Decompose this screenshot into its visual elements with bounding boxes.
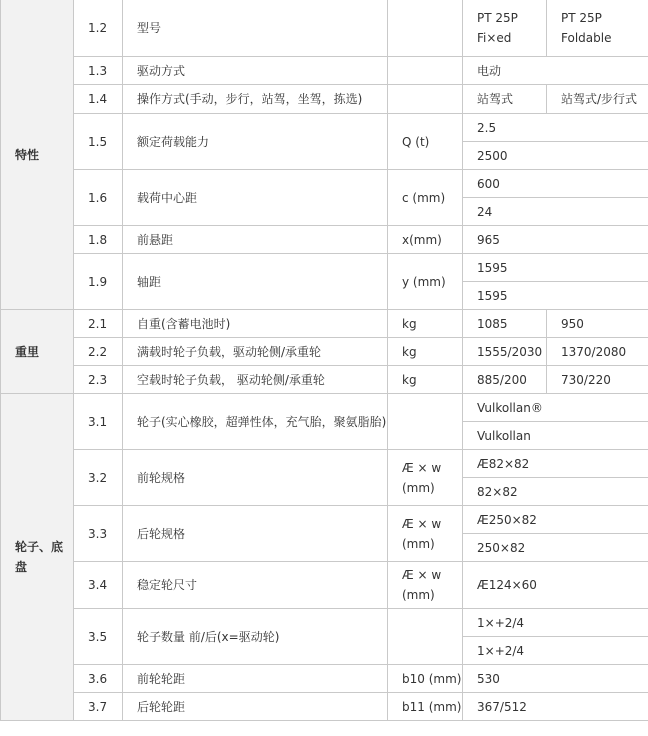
value-service-weight-2: 950 [547,310,648,338]
row-number: 1.4 [74,85,123,114]
table-row [1,338,648,366]
row-unit [388,0,463,57]
value-load-center-1: 600 [463,170,648,198]
row-name: 型号 [123,0,388,57]
section-wheels: 轮子、底盘 [1,394,74,721]
value-service-weight-1: 1085 [463,310,547,338]
value-tyres-1: Vulkollan® [463,394,648,422]
row-number: 3.6 [74,665,123,693]
row-unit: Æ × w (mm) [388,562,463,609]
row-name: 额定荷载能力 [123,114,388,170]
value-model-fixed: PT 25P Fi×ed [463,0,547,57]
row-number: 1.8 [74,226,123,254]
row-number: 3.2 [74,450,123,506]
row-unit: Æ × w (mm) [388,450,463,506]
value-operation-1: 站驾式 [463,85,547,114]
table-row [1,85,648,114]
table-row [1,310,648,338]
value-wheelbase-2: 1595 [463,282,648,310]
row-unit: x(mm) [388,226,463,254]
value-front-wheel-1: Æ82×82 [463,450,648,478]
table-row [1,0,648,57]
section-characteristics: 特性 [1,0,74,310]
row-unit: kg [388,338,463,366]
value-caster-wheel: Æ124×60 [463,562,648,609]
table-row [1,366,648,394]
value-wheel-count-1: 1×+2/4 [463,609,648,637]
value-laden-axle-1: 1555/2030 [463,338,547,366]
value-front-wheel-2: 82×82 [463,478,648,506]
row-unit: Q (t) [388,114,463,170]
row-name: 轮子数量 前/后(x=驱动轮) [123,609,388,665]
value-front-overhang: 965 [463,226,648,254]
row-number: 1.6 [74,170,123,226]
value-rear-wheel-1: Æ250×82 [463,506,648,534]
value-front-track: 530 [463,665,648,693]
row-unit: c (mm) [388,170,463,226]
row-unit [388,609,463,665]
row-name: 轮子(实心橡胶，超弹性体，充气胎，聚氨脂胎) [123,394,388,450]
row-unit: b10 (mm) [388,665,463,693]
row-name: 后轮规格 [123,506,388,562]
row-number: 1.3 [74,57,123,85]
row-name: 操作方式(手动，步行，站驾，坐驾，拣选) [123,85,388,114]
table-row [1,693,648,721]
value-rear-track: 367/512 [463,693,648,721]
value-load-center-2: 24 [463,198,648,226]
row-name: 驱动方式 [123,57,388,85]
row-number: 3.3 [74,506,123,562]
row-unit: Æ × w (mm) [388,506,463,562]
value-operation-2: 站驾式/步行式 [547,85,648,114]
value-laden-axle-2: 1370/2080 [547,338,648,366]
value-wheelbase-1: 1595 [463,254,648,282]
row-number: 1.9 [74,254,123,310]
row-unit: b11 (mm) [388,693,463,721]
row-number: 2.3 [74,366,123,394]
table-row [1,450,648,478]
value-unladen-axle-1: 885/200 [463,366,547,394]
row-name: 稳定轮尺寸 [123,562,388,609]
row-name: 后轮轮距 [123,693,388,721]
table-row [1,506,648,534]
row-unit [388,57,463,85]
value-tyres-2: Vulkollan [463,422,648,450]
value-unladen-axle-2: 730/220 [547,366,648,394]
row-name: 自重(含蓄电池时) [123,310,388,338]
row-number: 1.2 [74,0,123,57]
row-number: 3.7 [74,693,123,721]
row-number: 2.1 [74,310,123,338]
row-name: 前轮轮距 [123,665,388,693]
value-model-foldable: PT 25P Foldable [547,0,648,57]
table-row [1,394,648,422]
row-name: 载荷中心距 [123,170,388,226]
table-row [1,562,648,609]
table-row [1,226,648,254]
value-capacity-1: 2.5 [463,114,648,142]
row-name: 前轮规格 [123,450,388,506]
table-row [1,57,648,85]
row-number: 3.5 [74,609,123,665]
row-number: 3.4 [74,562,123,609]
value-capacity-2: 2500 [463,142,648,170]
section-weight: 重里 [1,310,74,394]
row-unit: kg [388,366,463,394]
row-unit [388,85,463,114]
row-name: 空载时轮子负载， 驱动轮侧/承重轮 [123,366,388,394]
table-row [1,170,648,198]
value-wheel-count-2: 1×+2/4 [463,637,648,665]
row-number: 1.5 [74,114,123,170]
row-name: 前悬距 [123,226,388,254]
table-row [1,609,648,637]
row-name: 满载时轮子负载，驱动轮侧/承重轮 [123,338,388,366]
row-number: 2.2 [74,338,123,366]
value-drive-type: 电动 [463,57,648,85]
row-unit [388,394,463,450]
row-name: 轴距 [123,254,388,310]
table-row [1,114,648,142]
table-row [1,254,648,282]
value-rear-wheel-2: 250×82 [463,534,648,562]
row-number: 3.1 [74,394,123,450]
table-row [1,665,648,693]
row-unit: kg [388,310,463,338]
row-unit: y (mm) [388,254,463,310]
